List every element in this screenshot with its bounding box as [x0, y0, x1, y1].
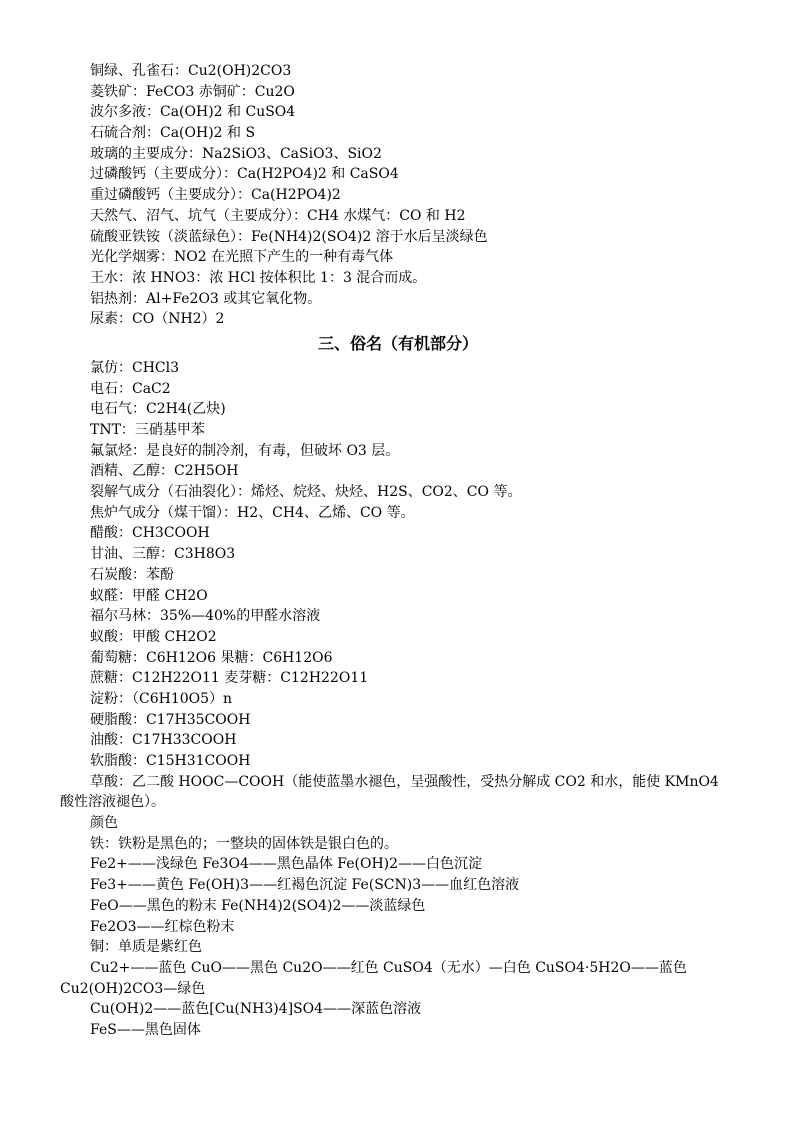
text-line: 软脂酸：C15H31COOH [90, 753, 251, 769]
text-line: 酸性溶液褪色）。 [60, 794, 165, 811]
text-line: 铜：单质是紫红色 [90, 939, 202, 956]
text-line: Cu(OH)2——蓝色[Cu(NH3)4]SO4——深蓝色溶液 [90, 1001, 422, 1018]
text-line: 葡萄糖：C6H12O6 果糖：C6H12O6 [90, 649, 333, 666]
text-line: Cu2+——蓝色 CuO——黑色 Cu2O——红色 CuSO4（无水）—白色 CuSO4·5H2O——蓝色 [90, 959, 687, 976]
section-colors [60, 813, 736, 1041]
text-line: 油酸：C17H33COOH [90, 732, 237, 749]
text-line: 蔗糖：C12H22O11 麦芽糖：C12H22O11 [90, 670, 369, 687]
text-line: 淀粉：（C6H10O5）n [90, 690, 233, 707]
text-line: 福尔马林：35%—40%的甲醛水溶液 [90, 608, 321, 625]
text-line: 蚁醛：甲醛 CH2O [90, 587, 208, 604]
text-line: Cu2(OH)2CO3—绿色 [60, 980, 206, 997]
text-line: 氯仿：CHCl3 [90, 359, 180, 376]
section-heading: 三、俗名（有机部分） [317, 333, 478, 353]
text-line: Fe2O3——红棕色粉末 [90, 918, 235, 935]
text-line: 硬脂酸：C17H35COOH [90, 711, 251, 728]
text-line: 电石气：C2H4(乙炔) [90, 401, 226, 418]
text-line: 电石：CaC2 [90, 380, 171, 397]
text-line: 天然气、沼气、坑气（主要成分）：CH4 水煤气：CO 和 H2 [90, 207, 466, 224]
section-inorganic-names [60, 61, 736, 330]
text-line: 尿素：CO（NH2）2 [90, 311, 225, 328]
text-line: FeO——黑色的粉末 Fe(NH4)2(SO4)2——淡蓝绿色 [90, 897, 426, 914]
section-organic-names [60, 358, 736, 813]
text-line: 硫酸亚铁铵（淡蓝绿色）：Fe(NH4)2(SO4)2 溶于水后呈淡绿色 [90, 228, 488, 245]
text-line: TNT：三硝基甲苯 [90, 422, 205, 438]
text-line: 王水：浓 HNO3：浓 HCl 按体积比 1：3 混合而成。 [90, 269, 427, 286]
text-line: 铁：铁粉是黑色的；一整块的固体铁是银白色的。 [90, 835, 398, 852]
text-line: Fe3+——黄色 Fe(OH)3——红褐色沉淀 Fe(SCN)3——血红色溶液 [90, 877, 520, 894]
subsection-title: 颜色 [90, 815, 118, 832]
text-line: FeS——黑色固体 [90, 1021, 201, 1038]
page-content [60, 61, 736, 1041]
text-line: Fe2+——浅绿色 Fe3O4——黑色晶体 Fe(OH)2——白色沉淀 [90, 856, 483, 873]
text-line: 石硫合剂：Ca(OH)2 和 S [90, 125, 256, 142]
text-line: 铝热剂：Al+Fe2O3 或其它氧化物。 [90, 290, 322, 307]
text-line: 氟氯烃：是良好的制冷剂，有毒，但破坏 O3 层。 [90, 442, 400, 459]
text-line: 石炭酸：苯酚 [90, 566, 174, 583]
text-line: 铜绿、孔雀石：Cu2(OH)2CO3 [90, 63, 292, 79]
text-line: 菱铁矿：FeCO3 赤铜矿：Cu2O [90, 83, 295, 100]
text-line: 醋酸：CH3COOH [90, 525, 210, 542]
text-line: 波尔多液：Ca(OH)2 和 CuSO4 [90, 104, 296, 121]
text-line: 甘油、三醇：C3H8O3 [90, 546, 236, 563]
text-line: 过磷酸钙（主要成分）：Ca(H2PO4)2 和 CaSO4 [90, 166, 399, 183]
text-line: 酒精、乙醇：C2H5OH [90, 463, 239, 480]
text-line: 裂解气成分（石油裂化）：烯烃、烷烃、炔烃、H2S、CO2、CO 等。 [90, 484, 522, 501]
text-line: 蚁酸：甲酸 CH2O2 [90, 628, 217, 645]
text-line: 光化学烟雾：NO2 在光照下产生的一种有毒气体 [90, 249, 394, 266]
text-line: 焦炉气成分（煤干馏）：H2、CH4、乙烯、CO 等。 [90, 504, 415, 521]
text-line: 玻璃的主要成分：Na2SiO3、CaSiO3、SiO2 [90, 145, 382, 162]
text-line: 重过磷酸钙（主要成分）：Ca(H2PO4)2 [90, 187, 341, 204]
text-line: 草酸：乙二酸 HOOC—COOH（能使蓝墨水褪色，呈强酸性，受热分解成 CO2 和水，能使 KMnO4 [90, 773, 719, 790]
